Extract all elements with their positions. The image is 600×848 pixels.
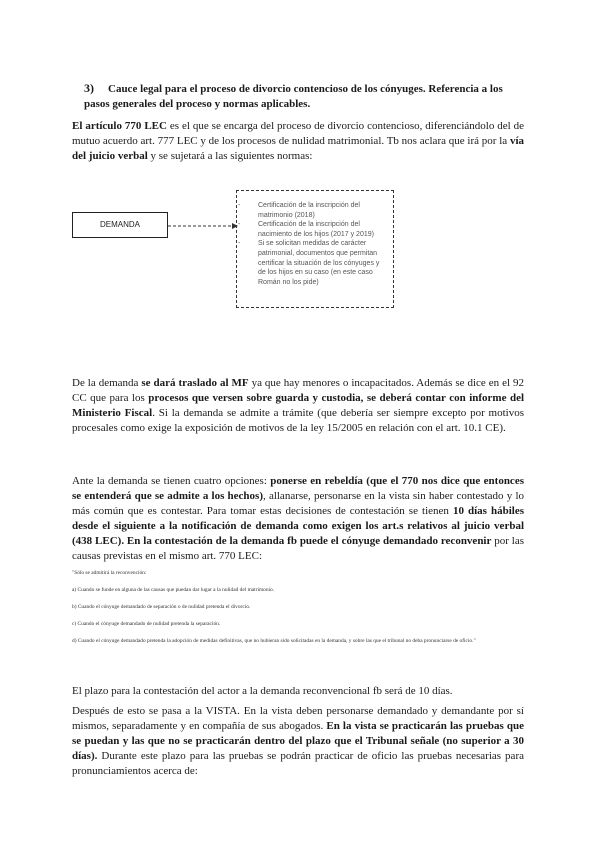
bullet-dash: - — [238, 221, 241, 229]
legal-quote — [72, 569, 524, 645]
p3-text-3: por las causas previstas en el mismo art. 770 LEC: — [72, 535, 524, 562]
requirements-list — [238, 201, 388, 287]
p3-text-1: Ante la demanda se tienen cuatro opciones: — [72, 475, 271, 487]
paragraph-article-770 — [72, 119, 524, 164]
demanda-box: DEMANDA — [72, 212, 168, 238]
p1-bold-2: vía del juicio verbal — [72, 135, 524, 162]
p2-bold-2: procesos que versen sobre guarda y custodia, se deberá contar con informe del Ministerio Fiscal — [72, 392, 525, 419]
heading-title: Cauce legal para el proceso de divorcio contencioso de los cónyuges. Referencia a los pasos generales del proceso y normas aplicables. — [84, 83, 503, 110]
section-heading — [84, 81, 524, 112]
bullet-dash: - — [238, 202, 241, 209]
requirement-item — [238, 201, 388, 220]
paragraph-traslado-mf — [72, 376, 524, 436]
p2-text-2: ya que hay menores o incapacitados. Además se dice en el 92 CC que para los — [72, 377, 525, 404]
p2-bold-1: se dará traslado al MF — [141, 377, 249, 389]
quote-line: "Sólo se admitirá la reconvención: — [72, 570, 147, 576]
p1-bold-1: El artículo 770 LEC — [72, 120, 167, 132]
p5-text-1: Después de esto se pasa a la VISTA. En la vista deben personarse demandado y demandante por sí mismos, separadamente y en compañía de sus abogados. — [72, 705, 524, 732]
p1-text-2: y se sujetará a las siguientes normas: — [147, 150, 313, 162]
p1-text-1: es el que se encarga del proceso de divorcio contencioso, diferenciándolo del de mutuo acuerdo art. 777 LEC y de los procesos de nulidad matrimonial. Tb nos aclara que irá por la — [72, 120, 525, 147]
p2-text-1: De la demanda — [72, 377, 142, 389]
paragraph-plazo-reconvencion: El plazo para la contestación del actor a la demanda reconvencional fb será de 10 días. — [72, 685, 453, 697]
heading-number: 3) — [84, 81, 94, 95]
quote-line: a) Cuando se funde en alguna de las causas que puedan dar lugar a la nulidad del matrimonio. — [72, 587, 275, 593]
requirement-item — [238, 239, 388, 287]
quote-line: d) Cuando el cónyuge demandado pretenda la adopción de medidas definitivas, que no hubieran sido solicitadas en la demanda, y sobre las que el tribunal no deba pronunciarse de oficio." — [72, 638, 476, 644]
quote-line: c) Cuando el cónyuge demandado de nulidad pretenda la separación. — [72, 621, 221, 627]
paragraph-opciones-demanda — [72, 474, 524, 564]
quote-line: b) Cuando el cónyuge demandado de separación o de nulidad pretenda el divorcio. — [72, 604, 251, 610]
requirement-text: Certificación de la inscripción del matrimonio (2018) — [258, 202, 360, 219]
arrow-connector — [168, 220, 241, 232]
p3-bold-2: 10 días hábiles desde el siguiente a la notificación de demanda como exigen los art.s relativos al juicio verbal (438 LEC). En la contestación de la demanda fb puede el cónyuge demandado reconvenir — [72, 505, 525, 547]
p3-bold-1: ponerse en rebeldía (que el 770 nos dice que entonces se entenderá que se admite a los hechos) — [72, 475, 524, 502]
bullet-dash: - — [238, 240, 241, 248]
p2-text-3: . Si la demanda se admite a trámite (que debería ser siempre excepto por motivos procesales como exige la exposición de motivos de la ley 15/2005 en relación con el art. 10.1 CE). — [72, 407, 525, 434]
requirement-text: Si se solicitan medidas de carácter patrimonial, documentos que permitan certificar la situación de los cónyuges y de los hijos en su caso (en este caso Román no los pide) — [258, 240, 380, 286]
p5-bold-1: En la vista se practicarán las pruebas que se puedan y las que no se practicarán dentro del plazo que el Tribunal señale (no superior a 30 días). — [72, 720, 524, 762]
requirement-item — [238, 220, 388, 239]
p3-text-2: , allanarse, personarse en la vista sin haber contestado y lo más común que es contestar. Para tomar estas decisiones de contestación se tienen — [72, 490, 524, 517]
requirement-text: Certificación de la inscripción del nacimiento de los hijos (2017 y 2019) — [258, 221, 374, 238]
p5-text-2: Durante este plazo para las pruebas se podrán practicar de oficio las pruebas necesarias para pronunciamientos acerca de: — [72, 750, 524, 777]
paragraph-vista — [72, 704, 524, 779]
